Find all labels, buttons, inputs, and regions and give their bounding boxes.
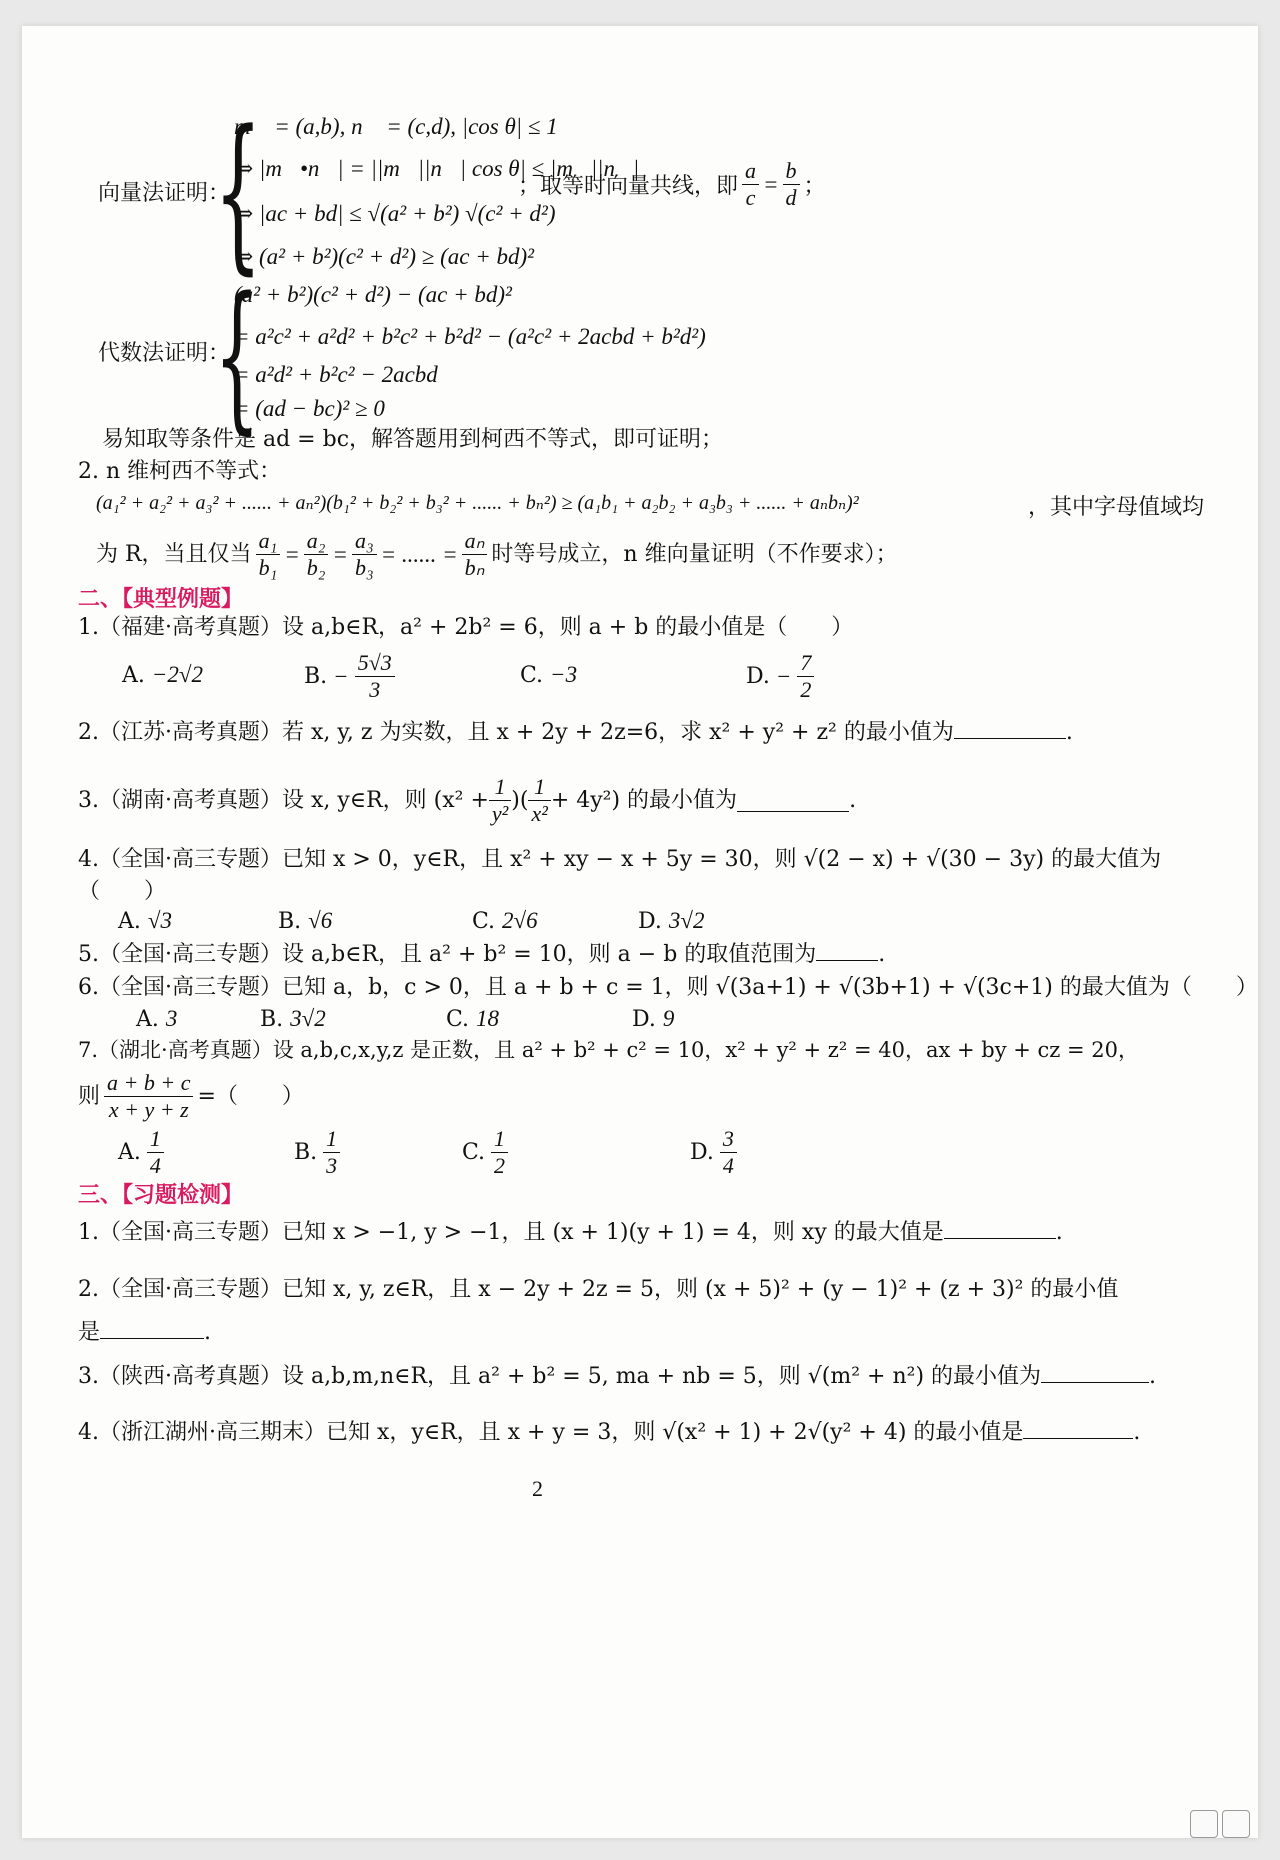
cond-frac-3 [352,528,377,581]
n-dim-domain-note: ，其中字母值域均 [1028,495,1205,520]
problem-4-cont: （ ） [78,879,167,904]
problem-4-option-c [472,908,538,934]
problem-3 [78,774,856,827]
algebra-proof-line-2: = a²c² + a²d² + b²c² + b²d² − (a²c² + 2acbd + b²d²) [234,324,706,349]
frac-num: 1 [491,1126,508,1153]
problem-7-suffix: =（ ） [197,1083,304,1109]
exercise-4-text: 4.（浙江湖州·高三期末）已知 x，y∈R，且 x + y = 3，则 √(x² + 1) + 2√(y² + 4) 的最小值是 [78,1420,1024,1445]
problem-1-option-c [520,662,577,688]
option-label: B. [294,1140,318,1165]
problem-5 [78,938,885,971]
option-value: − [775,663,792,689]
problem-2-text: 2.（江苏·高考真题）若 x, y, z 为实数，且 x + 2y + 2z=6，求 x² + y² + z² 的最小值为 [78,720,954,745]
option-label: C. [462,1140,486,1165]
vector-proof-line-2: ⇒ |m⃗•n⃗| = ||m⃗||n⃗| cos θ| ≤ |m⃗||n⃗| [234,156,640,181]
exercise-1 [78,1216,1063,1249]
option-frac [720,1126,737,1179]
option-frac [797,650,814,703]
period: . [1133,1420,1141,1445]
exercise-3-blank[interactable] [1041,1360,1149,1383]
option-value: 18 [476,1006,500,1031]
frac-num: 1 [323,1126,340,1153]
problem-2 [78,716,1073,749]
frac-b-d [783,158,800,211]
problem-3-text-a: 3.（湖南·高考真题）设 x, y∈R，则 (x² + [78,787,489,813]
option-value: − [333,663,349,689]
document-page [22,26,1258,1838]
option-value: 2√6 [502,908,538,933]
option-label: B. [304,664,328,689]
page-number: 2 [532,1476,543,1501]
option-value: 9 [662,1006,675,1031]
frac-num: a + b + c [104,1070,193,1097]
n-dim-heading: 2. n 维柯西不等式： [78,459,282,484]
problem-6-option-c [446,1006,499,1032]
period: . [1065,720,1073,745]
option-label: C. [520,663,544,688]
cond-prefix: 为 R，当且仅当 [96,541,252,567]
cond-frac-2 [304,528,329,581]
problem-7-option-d [690,1126,737,1179]
algebra-proof-label: 代数法证明： [98,341,231,366]
equality-eq: = [763,171,779,197]
algebra-proof-line-1: (a² + b²)(c² + d²) − (ac + bd)² [234,282,512,307]
period: . [1149,1364,1157,1389]
exercise-3-text: 3.（陕西·高考真题）设 a,b,m,n∈R，且 a² + b² = 5, ma + nb = 5，则 √(m² + n²) 的最小值为 [78,1364,1042,1389]
problem-3-text-c: + 4y²) 的最小值为 [550,787,738,813]
option-label: D. [690,1140,714,1165]
option-value: 3 [165,1006,178,1031]
frac-den: 2 [800,677,812,702]
problem-7-option-a [118,1126,164,1179]
frac-den: 4 [149,1153,161,1178]
frac-den: x² [531,801,548,826]
frac-b-den: d [785,185,797,210]
frac-den: 2 [494,1153,506,1178]
exercise-4-blank[interactable] [1023,1416,1133,1439]
problem-1-option-a [122,662,203,688]
problem-4-option-b [278,908,332,934]
option-frac [491,1126,508,1179]
cond-mid: = ...... = [380,541,458,567]
vector-proof-brace: { [214,94,263,290]
cond-frac-3-den: b₃ [354,555,374,580]
problem-5-text: 5.（全国·高三专题）设 a,b∈R，且 a² + b² = 10，则 a − b 的取值范围为 [78,942,817,967]
option-value: 3√2 [668,908,705,933]
option-label: D. [632,1007,656,1032]
frac-den: 3 [326,1153,338,1178]
exercise-2-text: 2.（全国·高三专题）已知 x, y, z∈R，且 x − 2y + 2z = 5，则 (x + 5)² + (y − 1)² + (z + 3)² 的最小值 [78,1277,1119,1302]
problem-7-cont [78,1070,304,1123]
problem-4-option-a [118,908,172,934]
frac-num: 1 [528,774,550,801]
exercise-2-blank[interactable] [100,1316,204,1339]
problem-6-option-b [260,1006,326,1032]
vector-proof-line-4: ⇒ (a² + b²)(c² + d²) ≥ (ac + bd)² [234,244,535,269]
cond-frac-n-den: bₙ [464,555,485,580]
frac-num: 3 [720,1126,737,1153]
exercise-2-cont [78,1316,211,1349]
section-2-title: 二、【典型例题】 [78,586,244,612]
frac-den: 4 [722,1153,734,1178]
algebra-proof-line-4: = (ad − bc)² ≥ 0 [234,396,385,421]
algebra-proof-brace: { [214,262,260,449]
problem-6-option-a [136,1006,177,1032]
option-value: √6 [308,908,333,933]
cond-frac-1-num: a₁ [256,528,281,555]
problem-3-text-b: )( [511,787,529,813]
cond-frac-1-den: b₁ [258,555,278,580]
equality-note: ；取等时向量共线，即 [518,174,739,199]
option-frac [323,1126,340,1179]
frac-b-num: b [783,158,800,185]
problem-6-text: 6.（全国·高三专题）已知 a，b，c > 0，且 a + b + c = 1，则 √(3a+1) + √(3b+1) + √(3c+1) 的最大值为（ ） [78,975,1258,1000]
problem-7-frac [104,1070,193,1123]
thumbnail-icon[interactable] [1190,1810,1218,1838]
problem-1-text: 1.（福建·高考真题）设 a,b∈R，a² + 2b² = 6，则 a + b 的最小值是（ ） [78,615,854,640]
section-3-title: 三、【习题检测】 [78,1182,244,1208]
algebra-proof-line-3: = a²d² + b²c² − 2acbd [234,362,438,387]
problem-2-blank[interactable] [954,716,1066,739]
frac-num: 5√3 [355,650,395,677]
period: . [849,787,857,813]
problem-5-blank[interactable] [816,938,878,961]
cond-frac-3-num: a₃ [352,528,377,555]
option-value: −2√2 [151,662,204,687]
vector-proof-line-1: m⃗ = (a,b), n⃗ = (c,d), |cos θ| ≤ 1 [234,114,558,139]
option-label: A. [118,1140,141,1165]
frac-a-c [742,158,759,211]
cond-suffix: 时等号成立，n 维向量证明（不作要求）； [491,541,898,567]
cond-frac-2-den: b₂ [306,555,326,580]
frac-a-den: c [745,185,756,210]
option-label: C. [472,909,496,934]
frac-a-num: a [742,158,759,185]
option-label: B. [260,1007,284,1032]
option-label: D. [746,664,770,689]
option-value: 3√2 [290,1006,326,1031]
vector-equality-condition [518,158,826,211]
vector-proof-label: 向量法证明： [98,181,231,206]
option-label: D. [638,909,662,934]
option-value: √3 [147,908,173,933]
cond-frac-2-num: a₂ [304,528,329,555]
problem-7-prefix: 则 [78,1083,101,1109]
period: . [1055,1220,1063,1245]
option-frac [355,650,395,703]
problem-3-frac-2 [528,774,550,827]
exercise-3 [78,1360,1156,1393]
cond-frac-n [462,528,488,581]
problem-7-option-b [294,1126,340,1179]
option-value: −3 [550,662,578,687]
period: . [878,942,886,967]
problem-4-option-d [638,908,704,934]
cond-frac-1 [256,528,281,581]
option-frac [147,1126,164,1179]
equality-end: ； [803,174,826,199]
option-label: A. [136,1007,159,1032]
frac-den: y² [491,801,509,826]
problem-6-option-d [632,1006,674,1032]
period: . [204,1320,212,1345]
exercise-1-text: 1.（全国·高三专题）已知 x > −1, y > −1，且 (x + 1)(y + 1) = 4，则 xy 的最大值是 [78,1220,944,1245]
frac-den: x + y + z [108,1097,189,1122]
problem-1-option-d [746,650,814,703]
equality-condition-text: 易知取等条件是 ad = bc，解答题用到柯西不等式，即可证明； [102,427,724,452]
n-dim-condition: 为 R，当且仅当 $\frac{\text{a₁}}{\text{b₁}}$ = $\frac{\text{a₂}}{\text{b₂}}$ = $\frac{\text{a₃}}{\text{b₃}}$ = ...... = $\frac{\text{aₙ}}{\text{bₙ}}$ 时等号成立，n 维向量证明（不作要求）； [96,528,898,580]
exercise-2-cont-text: 是 [78,1320,101,1345]
fullscreen-icon[interactable] [1222,1810,1250,1838]
frac-num: 7 [797,650,814,677]
problem-4-text: 4.（全国·高三专题）已知 x > 0，y∈R，且 x² + xy − x + 5y = 30，则 √(2 − x) + √(30 − 3y) 的最大值为 [78,847,1162,872]
vector-proof-line-3: ⇒ |ac + bd| ≤ √(a² + b²) √(c² + d²) [234,201,556,226]
problem-1-option-b [304,650,395,703]
problem-7-text: 7.（湖北·高考真题）设 a,b,c,x,y,z 是正数，且 a² + b² + c² = 10，x² + y² + z² = 40，ax + by + cz = 20， [78,1038,1140,1062]
option-label: A. [118,909,141,934]
frac-num: 1 [147,1126,164,1153]
n-dim-formula: (a₁² + a₂² + a₃² + ...... + aₙ²)(b₁² + b₂² + b₃² + ...... + bₙ²) ≥ (a₁b₁ + a₂b₂ + a₃b₃ + ...... + aₙbₙ)² [96,492,859,514]
frac-den: 3 [369,677,381,702]
frac-num: 1 [489,774,511,801]
problem-3-frac-1 [489,774,511,827]
problem-3-blank[interactable] [737,789,849,812]
option-label: B. [278,909,302,934]
option-label: A. [122,663,145,688]
problem-7-option-c [462,1126,508,1179]
option-label: C. [446,1007,470,1032]
exercise-1-blank[interactable] [944,1216,1056,1239]
cond-frac-n-num: aₙ [462,528,488,555]
exercise-4 [78,1416,1140,1449]
